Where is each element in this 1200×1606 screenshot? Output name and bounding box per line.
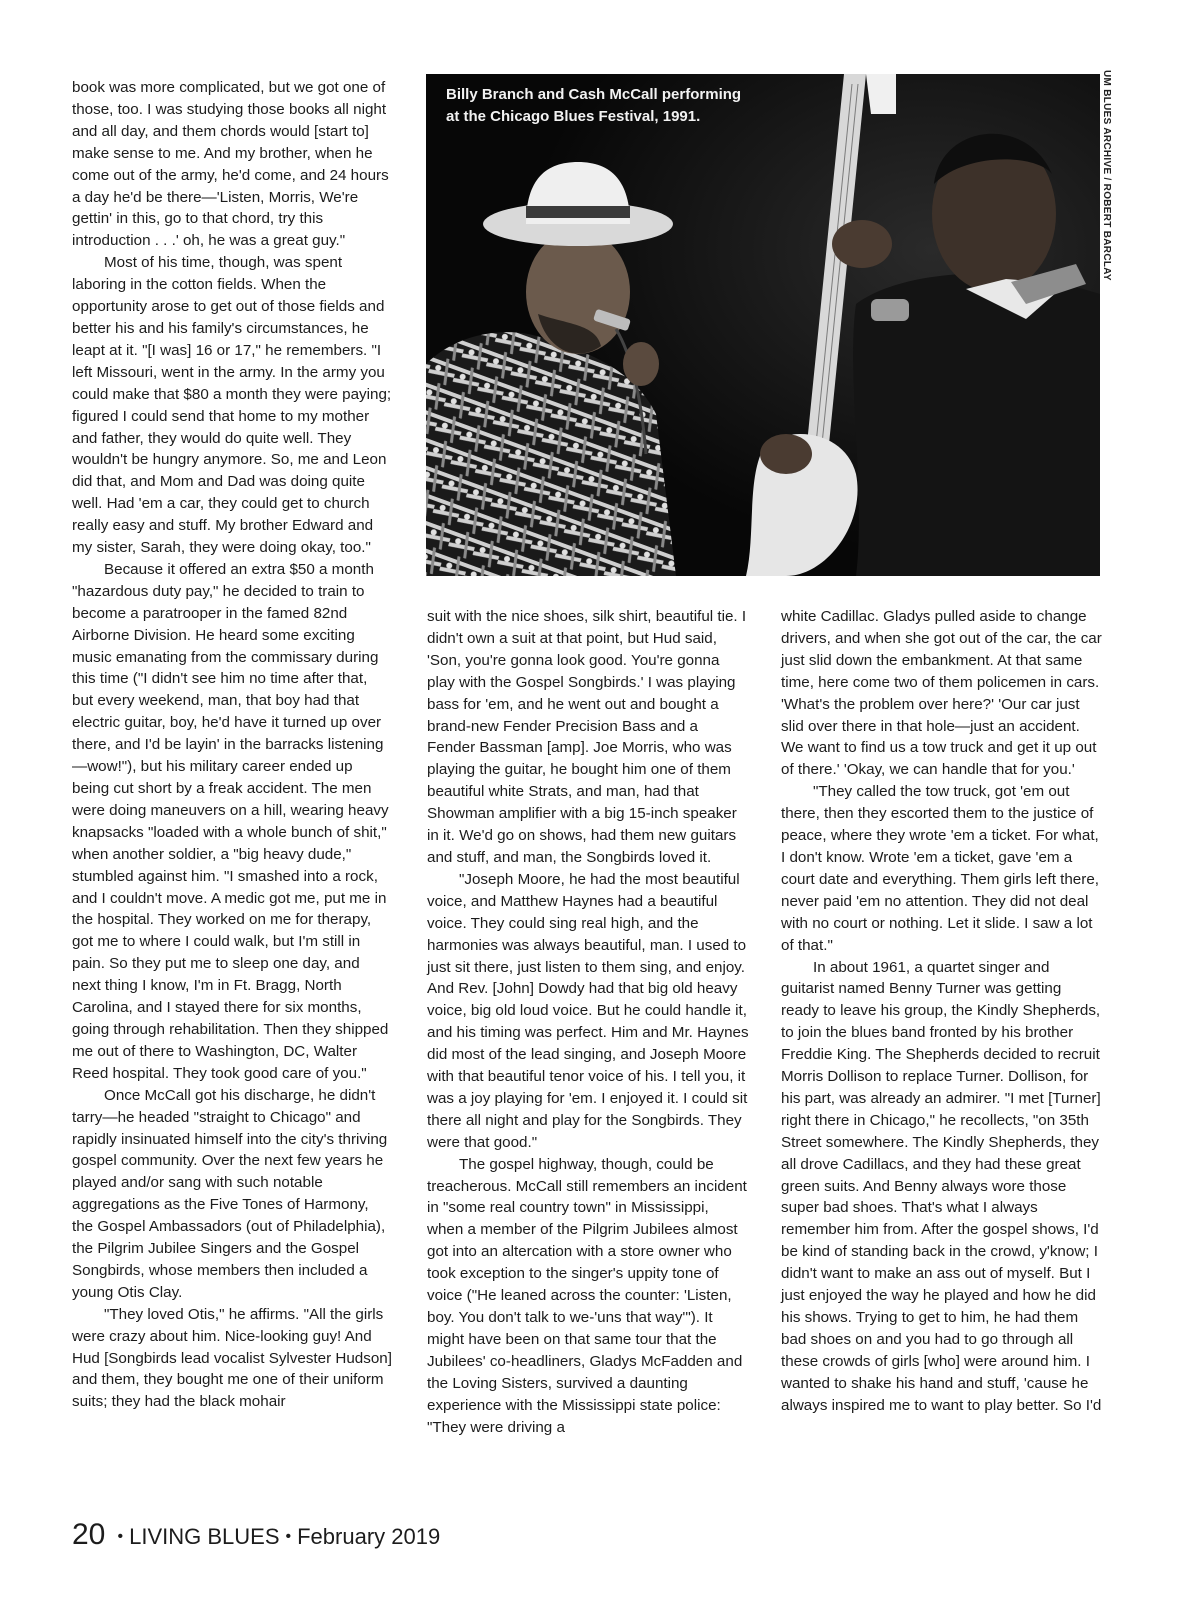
issue-date: February 2019 bbox=[297, 1524, 441, 1549]
text-column-3 bbox=[781, 606, 1103, 1417]
paragraph: Most of his time, though, was spent laboring in the cotton fields. When the opportunity arose to get out of those fields and better his and his family's circumstances, he leapt at it. "[I was] 16 or 17," he remembers. "I left Missouri, went in the army. In the army you could make that $80 a month they were paying; figured I could send that home to my mother and father, they would do quite well. They wouldn't be hungry anymore. So, me and Leon did that, and Mom and Dad was doing quite well. Had 'em a car, they could get to church really easy and stuff. My brother Edward and my sister, Sarah, they were doing okay, too." bbox=[72, 254, 392, 557]
footer-bullet: • bbox=[285, 1528, 292, 1545]
text-column-2 bbox=[427, 606, 749, 1438]
page-footer bbox=[72, 1518, 440, 1552]
paragraph: "Joseph Moore, he had the most beautiful voice, and Matthew Haynes had a beautiful voice. They could sing real high, and the harmonies was always beautiful, man. I used to just sit there, just listen to them sing, and enjoy. And Rev. [John] Dowdy had that big old heavy voice, big old loud voice. But he could handle it, and his timing was perfect. Him and Mr. Haynes did most of the lead singing, and Joseph Moore with that beautiful tenor voice of his. I tell you, it was a joy playing for 'em. I enjoyed it. I could sit there all night and play for the Songbirds. They were that good." bbox=[427, 870, 749, 1151]
photo-credit: UM BLUES ARCHIVE / ROBERT BARCLAY bbox=[1101, 70, 1112, 281]
magazine-name: LIVING BLUES bbox=[129, 1524, 280, 1549]
paragraph: white Cadillac. Gladys pulled aside to change drivers, and when she got out of the car, the car just slid down the embankment. At that same time, here come two of them policemen in cars. 'What's the problem over here?' 'Our car just slid over there in that hole—just an accident. We want to find us a tow truck and get it up out of there.' 'Okay, we can handle that for you.' bbox=[781, 608, 1102, 779]
paragraph: The gospel highway, though, could be treacherous. McCall still remembers an incident in "some real country town" in Mississippi, when a member of the Pilgrim Jubilees almost got into an altercation with a store owner who took exception to the singer's uppity tone of voice ("He leaned across the counter: 'Listen, boy. You don't talk to we-'uns that way'"). It might have been on that same tour that the Jubilees' co-headliners, Gladys McFadden and the Loving Sisters, survived a daunting experience with the Mississippi state police: "They were driving a bbox=[427, 1155, 747, 1436]
text-column-1 bbox=[72, 77, 392, 1413]
paragraph: "They loved Otis," he affirms. "All the girls were crazy about him. Nice-looking guy! And Hud [Songbirds lead vocalist Sylvester Hudson] and them, they bought me one of their uniform suits; they had the black mohair bbox=[72, 1305, 392, 1411]
paragraph: Because it offered an extra $50 a month "hazardous duty pay," he decided to train to become a paratrooper in the famed 82nd Airborne Division. He heard some exciting music emanating from the commissary during this time ("I didn't see him no time after that, but every weekend, man, that boy had that electric guitar, boy, he'd have it turned up over there, and I'd be layin' in the barracks listening—wow!"), but his military career ended up being cut short by a freak accident. The men were doing maneuvers on a hill, wearing heavy knapsacks "loaded with a whole bunch of shit," when another soldier, a "big heavy dude," stumbled against him. "I smashed into a rock, and I couldn't move. A medic got me, put me in the hospital. They worked on me for therapy, got me to where I could walk, but I'm still in pain. So they put me to sleep one day, and next thing I know, I'm in Ft. Bragg, North Carolina, and I stayed there for six months, going through rehabilitation. Then they shipped me out of there to Washington, DC, Walter Reed hospital. They took good care of you." bbox=[72, 560, 389, 1082]
paragraph: "They called the tow truck, got 'em out there, then they escorted them to the justice of peace, where they wrote 'em a ticket. For what, I don't know. Wrote 'em a ticket, gave 'em a court date and everything. Them girls left there, never paid 'em no attention. They did not deal with no court or nothing. Let it slide. I saw a lot of that." bbox=[781, 783, 1099, 954]
concert-photo bbox=[426, 74, 1100, 576]
paragraph: In about 1961, a quartet singer and guitarist named Benny Turner was getting ready to leave his group, the Kindly Shepherds, to join the blues band fronted by his brother Freddie King. The Shepherds decided to recruit Morris Dollison to replace Turner. Dollison, for his part, was already an admirer. "I met [Turner] right there in Chicago," he recollects, "on 35th Street somewhere. The Kindly Shepherds, they all drove Cadillacs, and they had these great green suits. And Benny always wore those super bad shoes. That's what I always remember him from. After the gospel shows, I'd be kind of standing back in the crowd, y'know; I didn't want to make an ass out of myself. But I just enjoyed the way he played and how he did his shows. Trying to get to him, he had them bad shoes on and you had to go through all these crowds of girls [who] were around him. I wanted to shake his hand and stuff, 'cause he always inspired me to want to play better. So I'd bbox=[781, 958, 1102, 1414]
paragraph: Once McCall got his discharge, he didn't tarry—he headed "straight to Chicago" and rapidly insinuated himself into the city's thriving gospel community. Over the next few years he played and/or sang with such notable aggregations as the Five Tones of Harmony, the Gospel Ambassadors (out of Philadelphia), the Pilgrim Jubilee Singers and the Gospel Songbirds, whose members then included a young Otis Clay. bbox=[72, 1086, 388, 1301]
paragraph: suit with the nice shoes, silk shirt, beautiful tie. I didn't own a suit at that point, but Hud said, 'Son, you're gonna look good. You're gonna play with the Gospel Songbirds.' I was playing bass for 'em, and he went out and bought a brand-new Fender Precision Bass and a Fender Bassman [amp]. Joe Morris, who was playing the guitar, he bought him one of them beautiful white Strats, and man, had that Showman amplifier with a big 15-inch speaker in it. We'd go on shows, had them new guitars and stuff, and man, the Songbirds loved it. bbox=[427, 608, 747, 866]
photo-caption: Billy Branch and Cash McCall performing at the Chicago Blues Festival, 1991. bbox=[446, 86, 742, 125]
paragraph: book was more complicated, but we got one of those, too. I was studying those books all night and all day, and them chords would [start to] make sense to me. And my brother, when he come out of the army, he'd come, and 24 hours a day he'd be there—'Listen, Morris, We're gettin' in this, go to that chord, try this introduction . . .' oh, he was a great guy." bbox=[72, 79, 389, 250]
footer-bullet: • bbox=[117, 1528, 124, 1545]
photo-illustration bbox=[426, 74, 1100, 576]
page-number: 20 bbox=[72, 1518, 106, 1551]
